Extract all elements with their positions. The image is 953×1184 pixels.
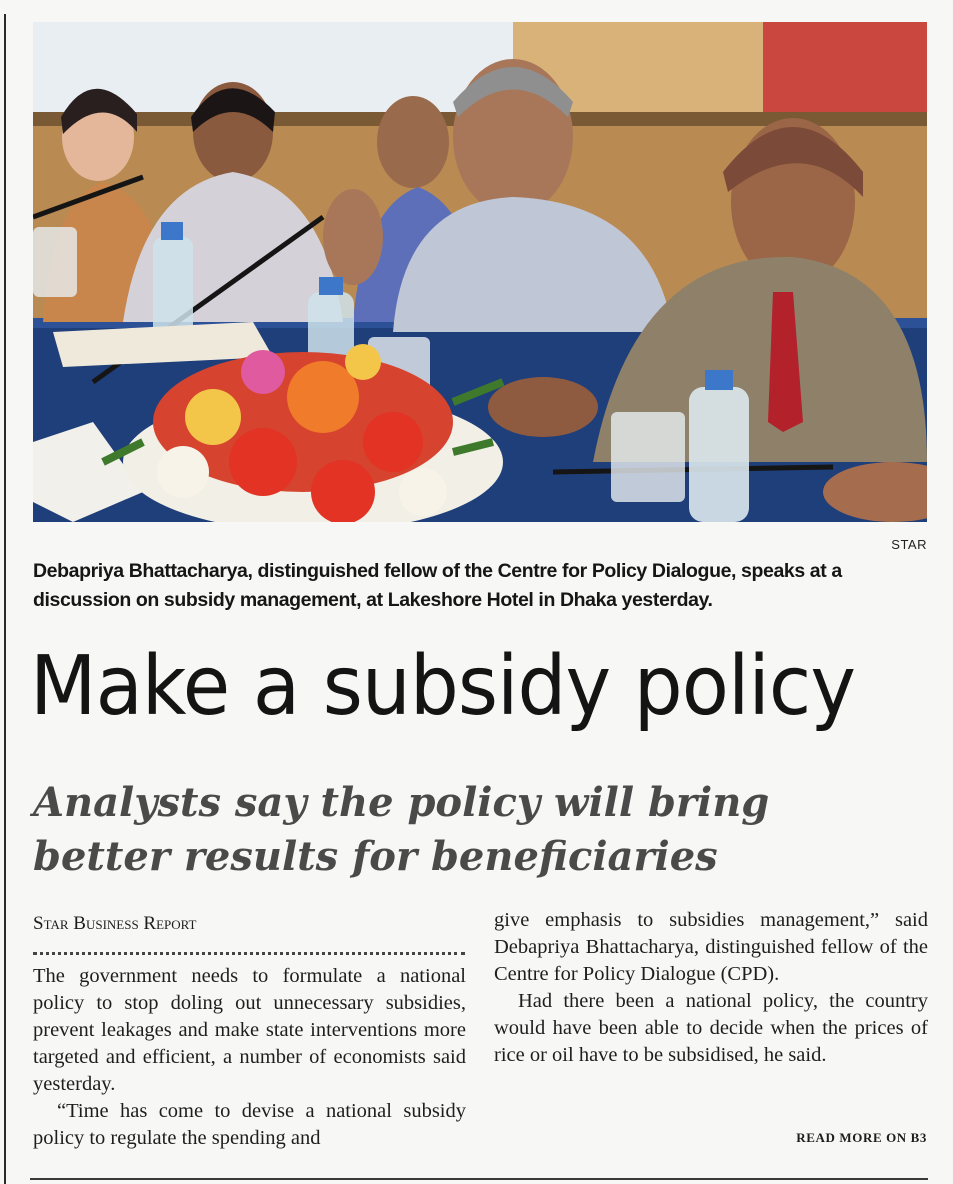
left-column-rule (4, 14, 6, 1184)
byline-divider (33, 952, 465, 955)
article-paragraph: The government needs to formulate a national policy to stop doling out unnecessary subsidies, prevent leakages and make state interventions more targeted and efficient, a number of economists said yesterday. (33, 965, 466, 1095)
photo-credit: STAR (891, 537, 927, 552)
panel-discussion-photo (33, 22, 927, 522)
news-photo (33, 22, 927, 522)
article-paragraph: “Time has come to devise a national subsidy policy to regulate the spending and (33, 1100, 466, 1149)
subheadline-line-1: Analysts say the policy will bring (33, 779, 770, 826)
article-paragraph: give emphasis to subsidies management,” said Debapriya Bhattacharya, distinguished fellow of the Centre for Policy Dialogue (CPD). (494, 909, 928, 985)
bottom-rule (30, 1178, 928, 1180)
byline: Star Business Report (33, 913, 197, 934)
headline: Make a subsidy policy (30, 639, 856, 734)
article-paragraph: Had there been a national policy, the country would have been able to decide when the prices of rice or oil have to be subsidised, he said. (494, 990, 928, 1066)
article-column-2 (494, 907, 928, 1069)
read-more-link[interactable]: READ MORE ON B3 (796, 1130, 927, 1145)
subheadline-line-2: better results for beneficiaries (33, 833, 718, 880)
photo-caption: Debapriya Bhattacharya, distinguished fellow of the Centre for Policy Dialogue, speaks at a discussion on subsidy management, at Lakeshore Hotel in Dhaka yesterday. (33, 560, 842, 611)
subheadline (33, 776, 833, 884)
article-column-1 (33, 963, 466, 1152)
